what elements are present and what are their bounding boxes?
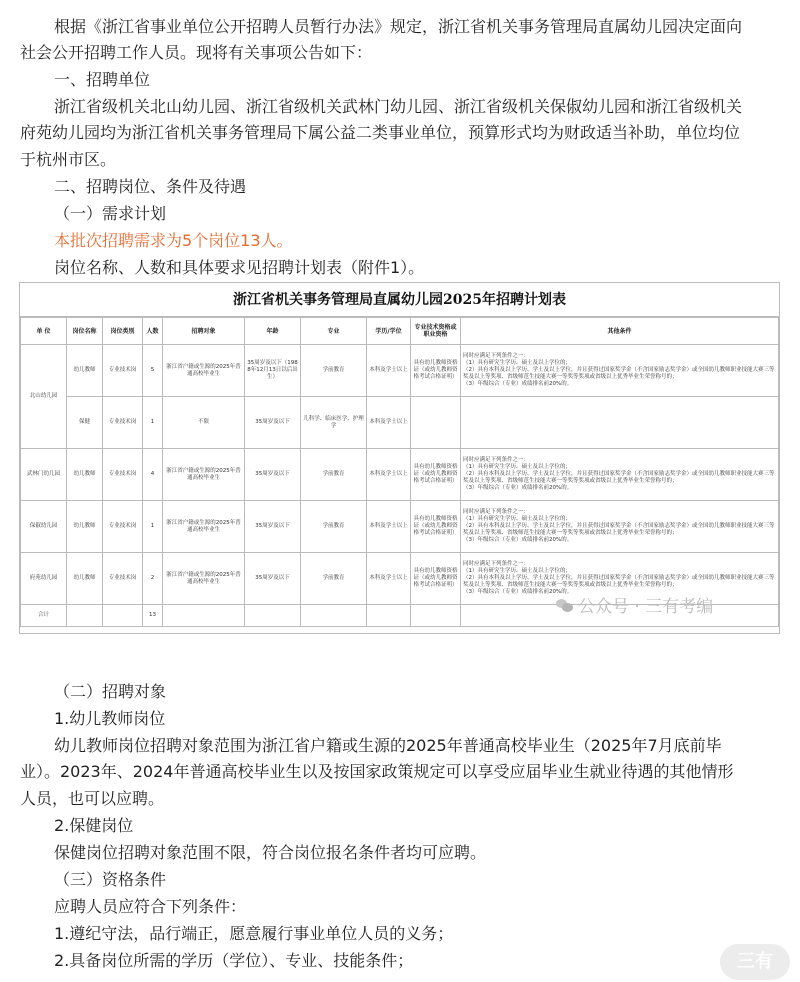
qualifications-intro: 应聘人员应符合下列条件： — [54, 897, 247, 916]
cell-education: 本科及学士以上 — [367, 553, 411, 605]
cell-count: 2 — [143, 553, 163, 605]
cell-unit: 保俶幼儿园 — [21, 501, 67, 553]
condition-line: （1）具有研究生学历、硕士及以上学位的； — [463, 568, 572, 574]
watermark-text: 公众号 · 三有考编 — [578, 597, 714, 617]
cell-count: 1 — [143, 501, 163, 553]
cell-target: 浙江省户籍或生源的2025年普通高校毕业生 — [163, 553, 245, 605]
cell-age: 35周岁及以下 — [245, 501, 301, 553]
condition-line: （2）具有本科及以上学历、学士及以上学位，并且获得过国家奖学金（不含国家励志奖学金）或全国幼儿教师职业技能大赛三等奖及以上等奖项、省级师范生技能大赛一等奖等奖项或省级以上优秀毕业生荣誉称号的； — [463, 523, 775, 536]
cell-major: 学前教育 — [301, 345, 367, 397]
cell-unit: 府苑幼儿园 — [21, 553, 67, 605]
intro-line-1: 根据《浙江省事业单位公开招聘人员暂行办法》规定，浙江省机关事务管理局直属幼儿园决定面向 — [54, 17, 743, 36]
teacher-target-line-2: 业）。2023年、2024年普通高校毕业生以及按国家政策规定可以享受应届毕业生就业待遇的其他情形 — [20, 762, 734, 781]
floating-badge[interactable]: 三有 — [720, 944, 790, 980]
cell-count: 1 — [143, 397, 163, 449]
qualification-item-2: 2.具备岗位所需的学历（学位）、专业、技能条件； — [54, 951, 414, 970]
cell-education: 本科及学士以上 — [367, 501, 411, 553]
subheading-qualifications: （三）资格条件 — [54, 870, 167, 889]
table-row — [21, 397, 779, 449]
cell-major: 学前教育 — [301, 501, 367, 553]
cell-count: 4 — [143, 449, 163, 501]
cell-type: 专业技术岗 — [103, 553, 143, 605]
cell-type: 专业技术岗 — [103, 397, 143, 449]
teacher-target-line-3: 人员，也可以应聘。 — [20, 789, 165, 808]
cell-unit: 北山幼儿园 — [21, 345, 67, 449]
cell-qualification: 具有幼儿教师资格证（或幼儿教师资格考试合格证明） — [411, 345, 461, 397]
cell-empty — [67, 605, 103, 627]
cell-qualification: 具有幼儿教师资格证（或幼儿教师资格考试合格证明） — [411, 553, 461, 605]
cell-education: 本科及学士以上 — [367, 345, 411, 397]
health-target-line: 保健岗位招聘对象范围不限，符合岗位报名条件者均可应聘。 — [54, 843, 487, 862]
condition-line: 同时应满足下列条件之一： — [463, 509, 530, 515]
teacher-post-heading: 1.幼儿教师岗位 — [54, 709, 166, 728]
cell-other — [461, 501, 779, 553]
wechat-icon — [556, 598, 574, 612]
units-line-1: 浙江省级机关北山幼儿园、浙江省级机关武林门幼儿园、浙江省级机关保俶幼儿园和浙江省级机关 — [54, 97, 743, 116]
cell-empty — [411, 605, 461, 627]
section-heading-posts: 二、招聘岗位、条件及待遇 — [54, 177, 247, 196]
condition-line: 同时应满足下列条件之一： — [463, 457, 530, 463]
header-target: 招聘对象 — [163, 318, 245, 345]
subheading-recruit-target: （二）招聘对象 — [54, 682, 167, 701]
cell-target: 不限 — [163, 397, 245, 449]
header-age: 年龄 — [245, 318, 301, 345]
condition-line: （3）年级综合（专业）成绩排名前20%的。 — [463, 589, 573, 595]
cell-other — [461, 345, 779, 397]
table-row — [21, 501, 779, 553]
cell-target: 浙江省户籍或生源的2025年普通高校毕业生 — [163, 345, 245, 397]
cell-target: 浙江省户籍或生源的2025年普通高校毕业生 — [163, 449, 245, 501]
cell-type: 专业技术岗 — [103, 345, 143, 397]
qualification-item-1: 1.遵纪守法，品行端正，愿意履行事业单位人员的义务； — [54, 924, 454, 943]
cell-qualification — [411, 397, 461, 449]
header-major: 专业 — [301, 318, 367, 345]
header-post: 岗位名称 — [67, 318, 103, 345]
table-reference-line: 岗位名称、人数和具体要求见招聘计划表（附件1）。 — [54, 258, 425, 277]
section-heading-units: 一、招聘单位 — [54, 70, 151, 89]
header-education: 学历/学位 — [367, 318, 411, 345]
condition-line: （2）具有本科及以上学历、学士及以上学位，并且获得过国家奖学金（不含国家励志奖学金）或全国幼儿教师职业技能大赛三等奖及以上等奖项、省级师范生技能大赛一等奖等奖项或省级以上优秀毕业生荣誉称号的； — [463, 575, 775, 588]
cell-major: 儿科学、临床医学、护理学 — [301, 397, 367, 449]
header-other: 其他条件 — [461, 318, 779, 345]
cell-other — [461, 449, 779, 501]
cell-age: 35周岁及以下 — [245, 397, 301, 449]
cell-total-count: 13 — [143, 605, 163, 627]
recruitment-plan-table — [20, 317, 779, 627]
cell-education: 本科及学士以上 — [367, 449, 411, 501]
table-title: 浙江省机关事务管理局直属幼儿园2025年招聘计划表 — [20, 283, 779, 317]
cell-qualification: 具有幼儿教师资格证（或幼儿教师资格考试合格证明） — [411, 501, 461, 553]
cell-target: 浙江省户籍或生源的2025年普通高校毕业生 — [163, 501, 245, 553]
condition-line: 同时应满足下列条件之一： — [463, 561, 530, 567]
table-row — [21, 345, 779, 397]
condition-line: （3）年级综合（专业）成绩排名前20%的。 — [463, 485, 573, 491]
cell-empty — [163, 605, 245, 627]
cell-post: 保健 — [67, 397, 103, 449]
cell-major: 学前教育 — [301, 449, 367, 501]
recruitment-plan-table-image — [19, 282, 780, 634]
condition-line: 同时应满足下列条件之一： — [463, 353, 530, 359]
condition-line: （2）具有本科及以上学历、学士及以上学位，并且获得过国家奖学金（不含国家励志奖学金）或全国幼儿教师职业技能大赛三等奖及以上等奖项、省级师范生技能大赛一等奖等奖项或省级以上优秀毕业生荣誉称号的； — [463, 367, 775, 380]
cell-major: 学前教育 — [301, 553, 367, 605]
cell-age: 35周岁及以下 — [245, 449, 301, 501]
header-type: 岗位类别 — [103, 318, 143, 345]
cell-total-label: 合计 — [21, 605, 67, 627]
cell-unit: 武林门幼儿园 — [21, 449, 67, 501]
cell-empty — [245, 605, 301, 627]
table-header-row — [21, 318, 779, 345]
health-post-heading: 2.保健岗位 — [54, 816, 134, 835]
units-line-2: 府苑幼儿园均为浙江省机关事务管理局下属公益二类事业单位，预算形式均为财政适当补助，单位均位 — [20, 123, 741, 142]
condition-line: （1）具有研究生学历、硕士及以上学位的； — [463, 360, 572, 366]
cell-post: 幼儿教师 — [67, 501, 103, 553]
subheading-demand-plan: （一）需求计划 — [54, 204, 167, 223]
cell-post: 幼儿教师 — [67, 449, 103, 501]
cell-type: 专业技术岗 — [103, 501, 143, 553]
cell-post: 幼儿教师 — [67, 553, 103, 605]
table-row — [21, 449, 779, 501]
cell-type: 专业技术岗 — [103, 449, 143, 501]
intro-line-2: 社会公开招聘工作人员。现将有关事项公告如下： — [20, 43, 373, 62]
cell-post: 幼儿教师 — [67, 345, 103, 397]
header-count: 人数 — [143, 318, 163, 345]
header-qualification: 专业技术资格或职业资格 — [411, 318, 461, 345]
units-line-3: 于杭州市区。 — [20, 150, 117, 169]
cell-empty — [103, 605, 143, 627]
cell-empty — [301, 605, 367, 627]
watermark — [556, 592, 713, 617]
cell-age: 35周岁及以下 — [245, 553, 301, 605]
condition-line: （2）具有本科及以上学历、学士及以上学位，并且获得过国家奖学金（不含国家励志奖学金）或全国幼儿教师职业技能大赛三等奖及以上等奖项、省级师范生技能大赛一等奖等奖项或省级以上优秀毕业生荣誉称号的； — [463, 471, 775, 484]
condition-line: （1）具有研究生学历、硕士及以上学位的； — [463, 516, 572, 522]
cell-age: 35周岁及以下（1988年12月13日以后出生） — [245, 345, 301, 397]
cell-education: 本科及学士以上 — [367, 397, 411, 449]
teacher-target-line-1: 幼儿教师岗位招聘对象范围为浙江省户籍或生源的2025年普通高校毕业生（2025年7月底前毕 — [54, 736, 722, 755]
header-unit: 单 位 — [21, 318, 67, 345]
cell-empty — [367, 605, 411, 627]
condition-line: （3）年级综合（专业）成绩排名前20%的。 — [463, 537, 573, 543]
demand-highlight: 本批次招聘需求为5个岗位13人。 — [54, 231, 293, 250]
cell-other — [461, 397, 779, 449]
cell-count: 5 — [143, 345, 163, 397]
condition-line: （3）年级综合（专业）成绩排名前20%的。 — [463, 381, 573, 387]
condition-line: （1）具有研究生学历、硕士及以上学位的； — [463, 464, 572, 470]
cell-qualification: 具有幼儿教师资格证（或幼儿教师资格考试合格证明） — [411, 449, 461, 501]
